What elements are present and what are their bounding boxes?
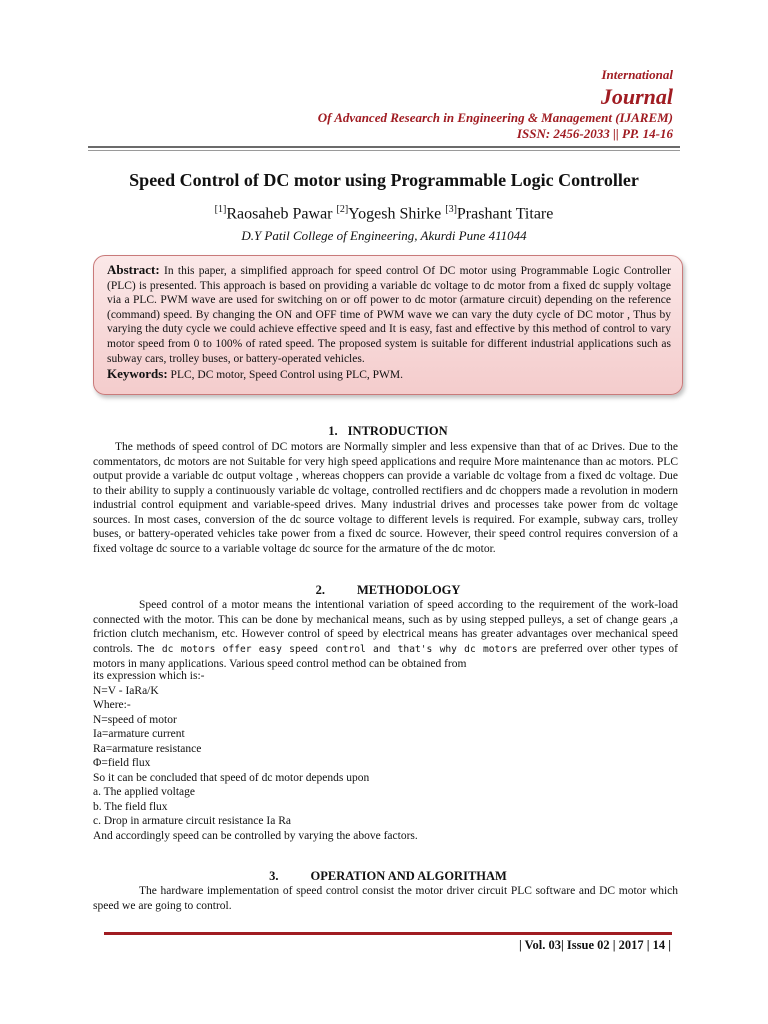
keywords-line [107, 367, 671, 383]
method-line: N=V - IaRa/K [93, 684, 159, 697]
introduction-text: The methods of speed control of DC motors are Normally simpler and less expensive than that of ac Drives. Due to the commentators, dc motors are not Suitable for very high speed applications and require More maintenance than ac motors. PLC output provide a variable dc output voltage , whereas choppers can provide a variable dc voltage from a fixed dc voltage. Due to their ability to supply a continuously variable dc voltage, controlled rectifiers and dc choppers made a revolution in modern industrial control equipment and variable-speed drives. Many industrial drives and processes take power from dc voltage sources. In most cases, conversion of the dc source voltage to different levels is required. For example, subway cars, trolley buses, or battery-operated vehicles take power from a fixed dc source. However, their speed control requires conversion of a fixed voltage dc source to a variable voltage dc source for the armature of the dc motor. [93, 441, 678, 555]
methodology-paragraph [93, 598, 678, 672]
author-mark-1: [1] [214, 204, 227, 215]
footer-divider [104, 932, 672, 935]
section-heading-operation [93, 869, 683, 884]
method-line: Where:- [93, 699, 131, 711]
section-title: INTRODUCTION [347, 424, 448, 438]
methodology-text-mono: The dc motors offer easy speed control and that's why dc motors [137, 643, 518, 655]
method-line: its expression which is:- [93, 670, 205, 682]
section-number: 1. [328, 424, 338, 438]
paper-title: Speed Control of DC motor using Programmable Logic Controller [129, 170, 639, 190]
keywords-text: PLC, DC motor, Speed Control using PLC, PWM. [167, 369, 403, 382]
methodology-text-a: Speed control of a motor means the intentional variation of speed according to the requirement of the work-load connected with the motor. This can be done by mechanical means, such as by using stepped pulleys, a set of change gears ,a friction clutch mechanism, etc. However control of speed by electrical means has greater advantages over mechanical speed controls. [93, 599, 678, 655]
section-heading-introduction [93, 424, 683, 439]
methodology-equation-list [93, 669, 678, 843]
abstract-box [93, 255, 683, 395]
abstract-text: In this paper, a simplified approach for speed control Of DC motor using Programmable Logic Controller (PLC) is presented. This approach is based on providing a variable dc voltage to dc motor from a fixed dc supply voltage via a PLC. PWM wave are used for switching on or off power to dc motor (armature circuit) depending on the reference (command) speed. By changing the ON and OFF time of PWM wave we can vary the duty cycle of DC motor , Thus by varying the duty cycle we could achieve effective speed and It is easy, fast and effective by this method of control to vary motor speed from 0 to 100% of rated speed. The proposed system is suitable for different industrial applications such as subway cars, trolley buses, or battery-operated vehicles. [107, 265, 671, 365]
author-affiliation: D.Y Patil College of Engineering, Akurdi Pune 411044 [241, 228, 527, 243]
page-footer: | Vol. 03| Issue 02 | 2017 | 14 | [519, 938, 671, 952]
author-mark-3: [3] [445, 204, 457, 215]
journal-issn: ISSN: 2456-2033 || PP. 14-16 [516, 126, 673, 141]
author-name-2: Yogesh Shirke [348, 205, 446, 223]
method-line: c. Drop in armature circuit resistance Ia Ra [93, 815, 291, 827]
section-number: 2. [315, 583, 325, 597]
abstract-paragraph [107, 263, 671, 366]
operation-paragraph [93, 884, 678, 913]
method-line: Ia=armature current [93, 728, 185, 740]
section-number: 3. [269, 869, 279, 883]
keywords-label: Keywords: [107, 366, 168, 382]
paper-authors [60, 204, 708, 223]
abstract-label: Abstract: [107, 262, 160, 277]
section-title: OPERATION AND ALGORITHAM [310, 869, 507, 883]
method-line: So it can be concluded that speed of dc motor depends upon [93, 771, 370, 784]
header-divider [88, 146, 680, 151]
author-mark-2: [2] [336, 204, 349, 215]
author-name-1: Raosaheb Pawar [226, 205, 337, 223]
method-line: And accordingly speed can be controlled by varying the above factors. [93, 829, 418, 842]
method-line: N=speed of motor [93, 713, 177, 726]
methodology-text-b: are preferred over other types of motors in many applications. Various speed control method can be obtained from [93, 642, 678, 670]
method-line: Φ=field flux [93, 757, 151, 769]
introduction-paragraph [93, 440, 678, 556]
operation-text: The hardware implementation of speed control consist the motor driver circuit PLC software and DC motor which speed we are going to control. [93, 885, 678, 912]
author-name-3: Prashant Titare [456, 205, 554, 223]
journal-header [318, 66, 673, 142]
section-title: METHODOLOGY [356, 583, 461, 597]
method-line: Ra=armature resistance [93, 742, 202, 755]
method-line: a. The applied voltage [93, 786, 195, 798]
journal-line-international: International [601, 67, 673, 82]
section-heading-methodology [93, 583, 683, 598]
journal-full-name: Of Advanced Research in Engineering & Management (IJAREM) [317, 110, 673, 125]
method-line: b. The field flux [93, 800, 168, 813]
journal-line-journal: Journal [600, 84, 673, 109]
